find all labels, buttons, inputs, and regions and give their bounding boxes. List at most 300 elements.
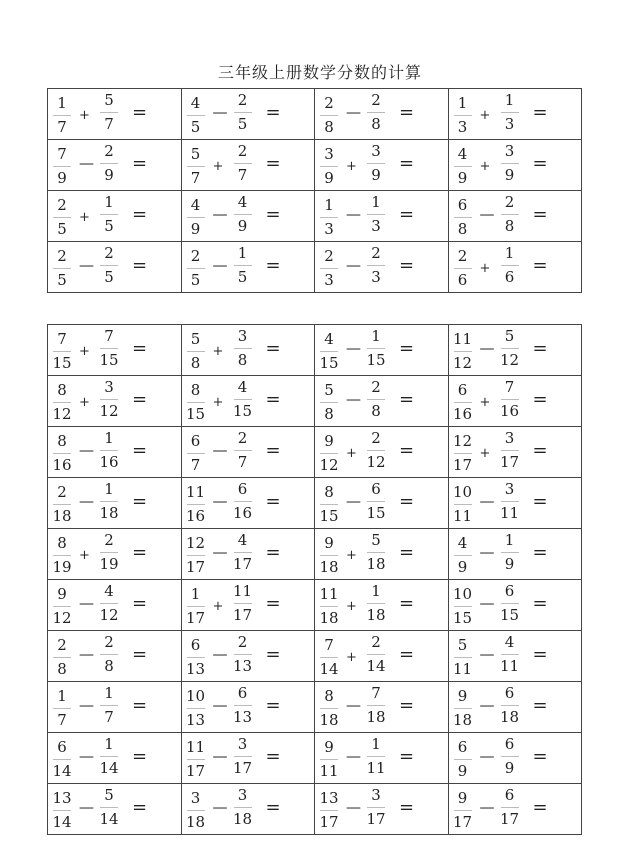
denominator: 18 (452, 711, 473, 729)
fraction-bar (367, 450, 385, 451)
second-fraction (232, 144, 254, 183)
numerator: 13 (52, 789, 72, 807)
equals-sign: = (265, 153, 281, 174)
fraction-bar (234, 654, 252, 655)
fraction-bar (320, 351, 338, 352)
fraction-bar (454, 759, 472, 760)
operator: — (346, 339, 361, 357)
denominator: 3 (457, 118, 468, 136)
denominator: 12 (319, 456, 339, 474)
first-fraction (185, 434, 207, 473)
denominator: 15 (452, 609, 473, 627)
denominator: 18 (366, 606, 386, 624)
fraction-bar (501, 756, 519, 757)
problem-cell (182, 784, 315, 834)
operator: — (479, 645, 495, 663)
denominator: 15 (99, 351, 119, 369)
numerator: 5 (457, 636, 468, 654)
fraction-bar (454, 453, 472, 454)
equals-sign: = (265, 593, 281, 614)
first-fraction (185, 587, 207, 626)
numerator: 8 (324, 483, 334, 501)
second-fraction (365, 584, 387, 623)
first-fraction (318, 689, 340, 728)
numerator: 3 (324, 145, 334, 163)
fraction-bar (320, 759, 338, 760)
denominator: 11 (499, 657, 520, 675)
problem-cell (315, 89, 448, 139)
equals-sign: = (132, 102, 148, 123)
denominator: 12 (99, 402, 119, 420)
first-fraction (318, 587, 340, 626)
fraction-bar (367, 552, 385, 553)
numerator: 6 (237, 480, 248, 498)
fraction-bar (53, 708, 71, 709)
numerator: 3 (237, 786, 248, 804)
problem-cell (315, 580, 448, 630)
numerator: 5 (104, 786, 114, 804)
fraction-bar (320, 606, 338, 607)
numerator: 8 (190, 381, 201, 399)
operator: — (346, 798, 361, 816)
operator: — (479, 594, 495, 612)
denominator: 14 (99, 810, 119, 828)
numerator: 2 (57, 196, 67, 214)
equals-sign: = (265, 542, 281, 563)
second-fraction (232, 737, 254, 776)
equals-sign: = (532, 102, 548, 123)
first-fraction (185, 249, 207, 288)
problem-cell (48, 580, 181, 630)
numerator: 1 (104, 684, 114, 702)
denominator: 15 (366, 351, 386, 369)
fraction-bar (234, 756, 252, 757)
second-fraction (499, 93, 521, 132)
numerator: 6 (190, 432, 201, 450)
problem-cell (315, 478, 448, 528)
numerator: 2 (324, 247, 334, 265)
problem-cell (182, 191, 315, 241)
problem-cell (48, 427, 181, 477)
first-fraction (452, 689, 474, 728)
equals-sign: = (532, 153, 548, 174)
fraction-bar (501, 501, 519, 502)
numerator: 2 (104, 531, 114, 549)
fraction-bar (53, 555, 71, 556)
equals-sign: = (532, 797, 548, 818)
operator: + (479, 108, 491, 123)
fraction-bar (187, 759, 205, 760)
second-fraction (365, 686, 387, 725)
fraction-bar (100, 399, 118, 400)
equals-sign: = (132, 389, 148, 410)
numerator: 11 (452, 330, 473, 348)
numerator: 7 (504, 378, 515, 396)
equals-sign: = (532, 204, 548, 225)
numerator: 4 (237, 531, 248, 549)
first-fraction (452, 791, 474, 830)
fraction-bar (454, 402, 472, 403)
operator: — (212, 492, 228, 510)
first-fraction (452, 249, 474, 288)
first-fraction (185, 536, 207, 575)
worksheet-table-1 (47, 88, 582, 293)
fraction-bar (53, 453, 71, 454)
first-fraction (452, 536, 474, 575)
first-fraction (185, 147, 207, 186)
problem-cell (315, 733, 448, 783)
fraction-bar (367, 348, 385, 349)
numerator: 6 (457, 196, 468, 214)
first-fraction (185, 485, 207, 524)
fraction-bar (100, 112, 118, 113)
problem-cell (449, 325, 582, 375)
numerator: 1 (504, 244, 515, 262)
denominator: 17 (185, 762, 206, 780)
equals-sign: = (399, 440, 415, 461)
problem-cell (315, 631, 448, 681)
denominator: 16 (232, 504, 253, 522)
second-fraction (98, 533, 120, 572)
problem-cell (182, 529, 315, 579)
second-fraction (232, 788, 254, 827)
fraction-bar (454, 268, 472, 269)
first-fraction (185, 198, 207, 237)
denominator: 17 (232, 606, 253, 624)
denominator: 13 (185, 660, 206, 678)
second-fraction (98, 246, 120, 285)
numerator: 2 (371, 378, 381, 396)
numerator: 1 (104, 735, 114, 753)
fraction-bar (454, 708, 472, 709)
second-fraction (365, 635, 387, 674)
fraction-bar (53, 268, 71, 269)
second-fraction (232, 246, 254, 285)
equals-sign: = (532, 338, 548, 359)
problem-row (48, 191, 582, 242)
problem-cell (48, 478, 181, 528)
fraction-bar (187, 555, 205, 556)
problem-cell (315, 140, 448, 190)
denominator: 11 (499, 504, 520, 522)
fraction-bar (454, 810, 472, 811)
problem-cell (315, 376, 448, 426)
problem-cell (182, 376, 315, 426)
numerator: 1 (237, 244, 248, 262)
operator: + (79, 344, 90, 359)
numerator: 8 (57, 534, 67, 552)
second-fraction (499, 686, 521, 725)
equals-sign: = (132, 542, 148, 563)
problem-cell (315, 242, 448, 292)
fraction-bar (187, 402, 205, 403)
denominator: 11 (319, 762, 339, 780)
equals-sign: = (265, 440, 281, 461)
second-fraction (232, 431, 254, 470)
numerator: 9 (324, 738, 334, 756)
denominator: 9 (457, 762, 468, 780)
problem-row (48, 682, 582, 733)
denominator: 11 (452, 660, 473, 678)
fraction-bar (320, 217, 338, 218)
fraction-bar (234, 501, 252, 502)
denominator: 8 (324, 405, 334, 423)
numerator: 6 (190, 636, 201, 654)
numerator: 5 (324, 381, 334, 399)
second-fraction (365, 737, 387, 776)
second-fraction (232, 329, 254, 368)
denominator: 17 (366, 810, 386, 828)
equals-sign: = (532, 644, 548, 665)
numerator: 6 (504, 684, 515, 702)
fraction-bar (367, 705, 385, 706)
denominator: 12 (99, 606, 119, 624)
operator: — (346, 696, 361, 714)
problem-cell (449, 427, 582, 477)
second-fraction (499, 635, 521, 674)
problem-cell (48, 242, 181, 292)
numerator: 2 (237, 91, 248, 109)
numerator: 2 (237, 142, 248, 160)
numerator: 2 (237, 633, 248, 651)
operator: — (346, 747, 361, 765)
fraction-bar (53, 351, 71, 352)
denominator: 9 (371, 166, 381, 184)
denominator: 16 (499, 402, 520, 420)
fraction-bar (454, 555, 472, 556)
operator: + (79, 395, 90, 410)
fraction-bar (501, 654, 519, 655)
first-fraction (51, 791, 73, 830)
denominator: 7 (57, 118, 67, 136)
equals-sign: = (532, 255, 548, 276)
operator: — (212, 256, 228, 274)
operator: — (79, 645, 94, 663)
numerator: 7 (324, 636, 334, 654)
problem-cell (315, 682, 448, 732)
first-fraction (51, 485, 73, 524)
numerator: 2 (57, 247, 67, 265)
numerator: 1 (104, 429, 114, 447)
denominator: 15 (232, 402, 253, 420)
first-fraction (318, 147, 340, 186)
numerator: 2 (190, 247, 201, 265)
numerator: 10 (452, 483, 473, 501)
operator: + (346, 548, 357, 563)
numerator: 11 (185, 738, 206, 756)
problem-cell (48, 376, 181, 426)
denominator: 8 (57, 660, 67, 678)
fraction-bar (454, 166, 472, 167)
second-fraction (365, 431, 387, 470)
fraction-bar (187, 606, 205, 607)
denominator: 18 (319, 711, 339, 729)
operator: — (212, 441, 228, 459)
fraction-bar (320, 555, 338, 556)
equals-sign: = (399, 644, 415, 665)
first-fraction (318, 485, 340, 524)
equals-sign: = (532, 389, 548, 410)
numerator: 6 (504, 735, 515, 753)
operator: + (212, 159, 224, 174)
equals-sign: = (532, 491, 548, 512)
problem-row (48, 733, 582, 784)
denominator: 12 (499, 351, 520, 369)
second-fraction (232, 482, 254, 521)
second-fraction (365, 144, 387, 183)
denominator: 8 (371, 115, 381, 133)
problem-cell (449, 242, 582, 292)
denominator: 17 (232, 759, 253, 777)
fraction-bar (100, 450, 118, 451)
second-fraction (499, 144, 521, 183)
fraction-bar (187, 708, 205, 709)
fraction-bar (501, 163, 519, 164)
second-fraction (365, 246, 387, 285)
fraction-bar (53, 402, 71, 403)
operator: + (212, 395, 224, 410)
equals-sign: = (132, 797, 148, 818)
numerator: 4 (324, 330, 334, 348)
fraction-bar (234, 807, 252, 808)
fraction-bar (100, 348, 118, 349)
problem-cell (449, 191, 582, 241)
numerator: 3 (504, 480, 515, 498)
second-fraction (232, 584, 254, 623)
problem-cell (182, 242, 315, 292)
denominator: 14 (99, 759, 119, 777)
fraction-bar (53, 115, 71, 116)
second-fraction (98, 329, 120, 368)
second-fraction (98, 686, 120, 725)
problem-cell (182, 478, 315, 528)
operator: + (212, 344, 224, 359)
numerator: 3 (104, 378, 114, 396)
fraction-bar (100, 214, 118, 215)
equals-sign: = (132, 440, 148, 461)
denominator: 15 (319, 354, 339, 372)
operator: + (346, 599, 357, 614)
problem-cell (315, 784, 448, 834)
equals-sign: = (532, 746, 548, 767)
problem-cell (315, 325, 448, 375)
fraction-bar (367, 501, 385, 502)
operator: — (479, 696, 495, 714)
problem-cell (449, 580, 582, 630)
problem-cell (182, 140, 315, 190)
denominator: 7 (237, 453, 248, 471)
numerator: 6 (504, 786, 515, 804)
operator: — (79, 492, 94, 510)
operator: — (212, 747, 228, 765)
first-fraction (185, 638, 207, 677)
operator: — (212, 205, 228, 223)
fraction-bar (53, 504, 71, 505)
first-fraction (185, 96, 207, 135)
fraction-bar (234, 399, 252, 400)
equals-sign: = (532, 440, 548, 461)
numerator: 5 (371, 531, 381, 549)
fraction-bar (53, 759, 71, 760)
denominator: 15 (52, 354, 72, 372)
fraction-bar (187, 657, 205, 658)
operator: + (79, 210, 90, 225)
problem-cell (449, 784, 582, 834)
fraction-bar (187, 453, 205, 454)
first-fraction (51, 536, 73, 575)
denominator: 16 (99, 453, 119, 471)
problem-row (48, 140, 582, 191)
denominator: 14 (52, 762, 72, 780)
first-fraction (51, 332, 73, 371)
numerator: 9 (324, 432, 334, 450)
fraction-bar (320, 453, 338, 454)
numerator: 1 (371, 193, 381, 211)
numerator: 3 (237, 327, 248, 345)
first-fraction (318, 249, 340, 288)
problem-cell (48, 784, 181, 834)
numerator: 9 (457, 789, 468, 807)
fraction-bar (367, 654, 385, 655)
denominator: 16 (185, 507, 206, 525)
numerator: 8 (57, 381, 67, 399)
operator: + (479, 261, 491, 276)
denominator: 5 (104, 217, 114, 235)
equals-sign: = (265, 338, 281, 359)
fraction-bar (454, 606, 472, 607)
operator: — (212, 798, 228, 816)
equals-sign: = (399, 746, 415, 767)
second-fraction (232, 533, 254, 572)
first-fraction (452, 96, 474, 135)
second-fraction (365, 329, 387, 368)
fraction-bar (187, 166, 205, 167)
first-fraction (318, 638, 340, 677)
first-fraction (452, 147, 474, 186)
denominator: 16 (52, 456, 72, 474)
equals-sign: = (132, 338, 148, 359)
problem-cell (449, 89, 582, 139)
first-fraction (51, 147, 73, 186)
fraction-bar (454, 115, 472, 116)
numerator: 1 (457, 94, 468, 112)
second-fraction (232, 195, 254, 234)
denominator: 9 (190, 220, 201, 238)
fraction-bar (234, 163, 252, 164)
equals-sign: = (532, 695, 548, 716)
first-fraction (318, 383, 340, 422)
numerator: 9 (457, 687, 468, 705)
denominator: 18 (319, 609, 339, 627)
operator: — (212, 543, 228, 561)
fraction-bar (187, 351, 205, 352)
fraction-bar (367, 399, 385, 400)
numerator: 12 (452, 432, 473, 450)
second-fraction (499, 788, 521, 827)
numerator: 9 (57, 585, 67, 603)
problem-cell (449, 140, 582, 190)
numerator: 12 (185, 534, 206, 552)
numerator: 2 (371, 91, 381, 109)
equals-sign: = (399, 204, 415, 225)
equals-sign: = (132, 644, 148, 665)
numerator: 2 (57, 636, 67, 654)
numerator: 3 (371, 786, 381, 804)
operator: — (479, 492, 495, 510)
second-fraction (232, 635, 254, 674)
problem-cell (48, 682, 181, 732)
equals-sign: = (399, 389, 415, 410)
